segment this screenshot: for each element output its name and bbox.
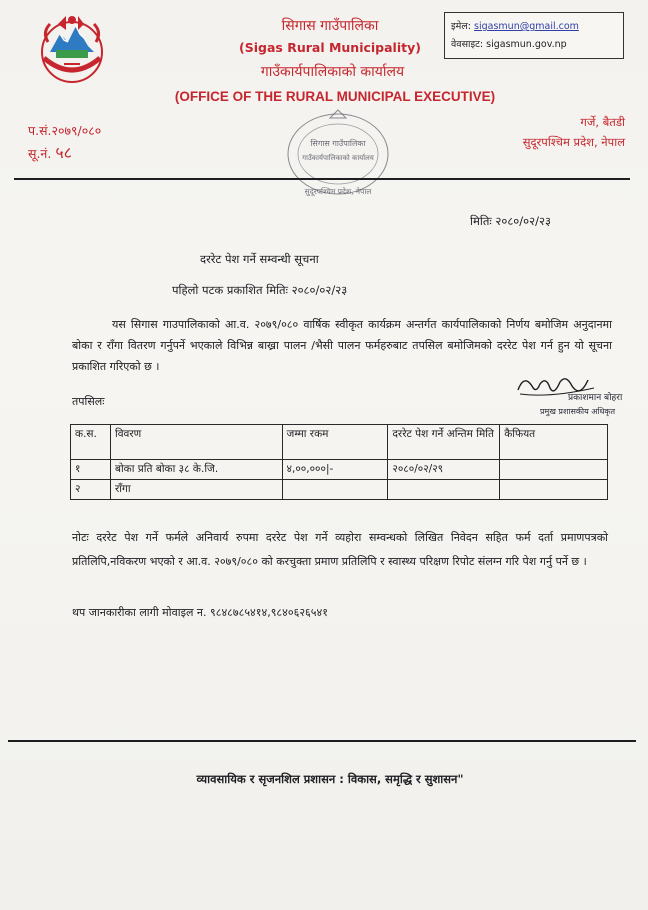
office-address xyxy=(450,112,625,152)
stamp-text-middle: गाउँकार्यपालिकाको कार्यालय xyxy=(302,154,374,162)
nepal-emblem-icon xyxy=(36,12,108,84)
stamp-text-top: सिगास गाउँपालिका xyxy=(310,139,366,148)
footer-slogan: व्यावसायिक र सृजनशिल प्रशासन : विकास, समृद्धि र सुशासन" xyxy=(196,772,464,786)
office-name-np: गाउँकार्यपालिकाको कार्यालय xyxy=(260,64,405,80)
table-header-row xyxy=(71,425,608,460)
office-stamp xyxy=(282,108,394,200)
table-cell xyxy=(500,480,608,500)
table-cell: राँगा xyxy=(110,480,282,500)
signature xyxy=(510,372,640,420)
published-date: पहिलो पटक प्रकाशित मितिः २०८०/०२/२३ xyxy=(172,283,348,297)
contact-mobile-line: थप जानकारीका लागी मोवाइल न. ९८४८७८५४१४,९८४०६२६५४१ xyxy=(72,606,328,619)
table-cell xyxy=(282,480,388,500)
website-row xyxy=(451,36,617,54)
website-label: वेवसाइट: xyxy=(451,39,484,50)
municipality-name-np: सिगास गाउँपालिका xyxy=(281,18,379,34)
column-header: जम्मा रकम xyxy=(282,425,388,460)
table-row xyxy=(71,460,608,480)
reference-block xyxy=(28,120,101,164)
stamp-text-bottom: सुदूरपश्चिम प्रदेश, नेपाल xyxy=(304,187,372,196)
signature-title: प्रमुख प्रशासकीय अधिकृत xyxy=(540,407,616,416)
email-row xyxy=(451,18,617,36)
table-row xyxy=(71,480,608,500)
table-cell xyxy=(388,480,500,500)
office-name-en: (OFFICE OF THE RURAL MUNICIPAL EXECUTIVE) xyxy=(174,89,496,104)
address-line-2: सुदूरपश्चिम प्रदेश, नेपाल xyxy=(522,135,625,149)
table-cell xyxy=(500,460,608,480)
table-cell: २०८०/०२/२९ xyxy=(388,460,500,480)
letter-subject: दररेट पेश गर्ने सम्वन्धी सूचना xyxy=(200,252,319,266)
column-header: कैफियत xyxy=(500,425,608,460)
footer-divider xyxy=(8,740,636,742)
website-link[interactable]: sigasmun.gov.np xyxy=(486,39,567,50)
header-divider xyxy=(14,178,630,180)
table-cell: ४,००,०००|- xyxy=(282,460,388,480)
cn-number: सू.नं. ५८ xyxy=(28,143,72,162)
table-cell: बोका प्रति बोका ३८ के.जि. xyxy=(110,460,282,480)
column-header: विवरण xyxy=(110,425,282,460)
contact-box xyxy=(444,12,624,59)
details-table xyxy=(70,424,608,500)
table-cell: १ xyxy=(71,460,111,480)
signature-name: प्रकाशमान बोहरा xyxy=(568,393,623,403)
table-cell: २ xyxy=(71,480,111,500)
letter-date: मितिः २०८०/०२/२३ xyxy=(470,214,551,228)
letter-body: यस सिगास गाउपालिकाको आ.व. २०७९/०८० वार्षिक स्वीकृत कार्यक्रम अन्तर्गत कार्यपालिकाको निर्णय बमोजिम अनुदानमा बोका र राँगा वितरण गर्नुपर्ने भएकाले विभिन्न बाख्रा पालन /भैसी पालन फर्महरुबाट तपसिल बमोजिमको दररेट पेश गर्न हुन यो सूचना प्रकाशित गरिएको छ । xyxy=(72,318,612,373)
municipality-name-en: (Sigas Rural Municipality) xyxy=(239,40,421,55)
email-link[interactable]: sigasmun@gmail.com xyxy=(474,21,579,32)
column-header: दररेट पेश गर्ने अन्तिम मिति xyxy=(388,425,500,460)
note-paragraph: नोटः दररेट पेश गर्ने फर्मले अनिवार्य रुपमा दररेट पेश गर्ने व्यहोरा सम्वन्धको लिखित निवेदन सहित फर्म दर्ता प्रमाणपत्रको प्रतिलिपि,नविकरण भएको र आ.व. २०७९/०८० को करचुक्ता प्रमाण प्रतिलिपि र स्वास्थ्य परिक्षण रिपोट संलग्न गरि पेश गर्नु पर्ने छ । xyxy=(72,531,608,568)
address-line-1: गर्जे, बैतडी xyxy=(580,115,625,129)
email-label: इमेल: xyxy=(451,21,471,32)
column-header: क.स. xyxy=(71,425,111,460)
ps-number: प.सं.२०७९/०८० xyxy=(28,123,102,138)
tapsil-label: तपसिलः xyxy=(72,395,105,408)
